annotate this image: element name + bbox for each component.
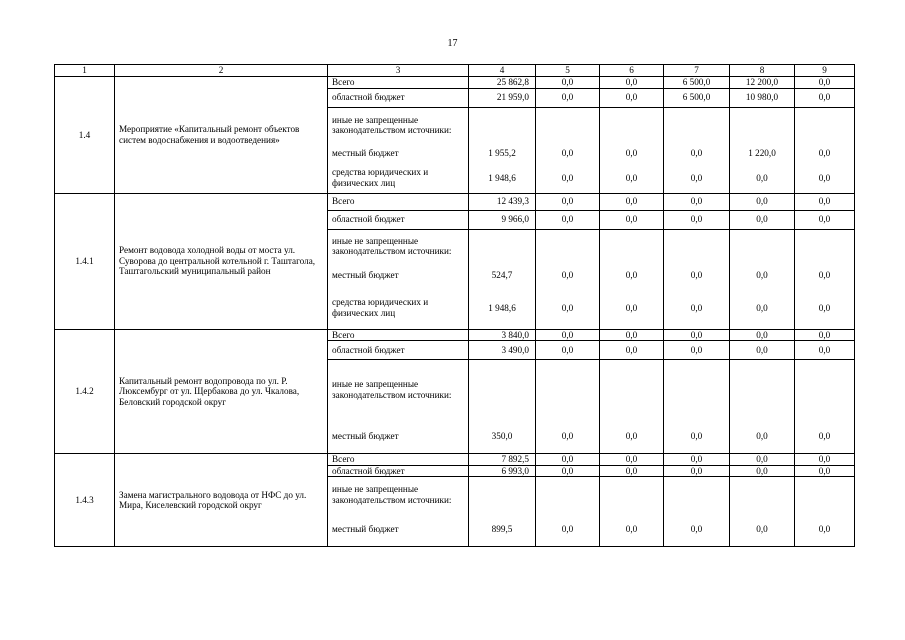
- column-header: 2: [115, 65, 328, 77]
- empty-cell: [536, 107, 600, 143]
- empty-cell: [795, 107, 855, 143]
- column-header: 5: [536, 65, 600, 77]
- cell-value: 0,0: [600, 143, 664, 163]
- cell-value: 0,0: [600, 465, 664, 477]
- source-label: средства юридических и физических лиц: [328, 287, 469, 329]
- cell-value: 0,0: [730, 210, 795, 229]
- cell-value: 0,0: [795, 454, 855, 466]
- empty-cell: [469, 107, 536, 143]
- source-label: областной бюджет: [328, 88, 469, 107]
- cell-value: 0,0: [536, 420, 600, 454]
- source-label: Всего: [328, 77, 469, 89]
- empty-cell: [469, 229, 536, 263]
- cell-value: 1 948,6: [469, 163, 536, 193]
- cell-value: 0,0: [795, 193, 855, 210]
- source-label: иные не запрещенные законодательством источники:: [328, 229, 469, 263]
- cell-value: 0,0: [536, 193, 600, 210]
- cell-value: 0,0: [730, 465, 795, 477]
- empty-cell: [795, 477, 855, 513]
- cell-value: 0,0: [795, 263, 855, 287]
- cell-value: 0,0: [730, 420, 795, 454]
- cell-value: 0,0: [536, 210, 600, 229]
- source-label: местный бюджет: [328, 513, 469, 547]
- cell-value: 0,0: [664, 210, 730, 229]
- cell-value: 21 959,0: [469, 88, 536, 107]
- cell-value: 12 200,0: [730, 77, 795, 89]
- source-label: средства юридических и физических лиц: [328, 163, 469, 193]
- cell-value: 0,0: [664, 329, 730, 341]
- cell-value: 0,0: [600, 329, 664, 341]
- cell-value: 0,0: [664, 341, 730, 360]
- cell-value: 0,0: [600, 210, 664, 229]
- empty-cell: [600, 229, 664, 263]
- cell-value: 1 955,2: [469, 143, 536, 163]
- row-code: 1.4: [55, 77, 115, 194]
- empty-cell: [664, 360, 730, 420]
- empty-cell: [730, 107, 795, 143]
- cell-value: 0,0: [795, 341, 855, 360]
- cell-value: 6 500,0: [664, 77, 730, 89]
- cell-value: 0,0: [536, 513, 600, 547]
- cell-value: 0,0: [795, 465, 855, 477]
- empty-cell: [664, 229, 730, 263]
- cell-value: 350,0: [469, 420, 536, 454]
- cell-value: 0,0: [730, 163, 795, 193]
- source-label: областной бюджет: [328, 210, 469, 229]
- cell-value: 524,7: [469, 263, 536, 287]
- source-label: Всего: [328, 193, 469, 210]
- cell-value: 1 220,0: [730, 143, 795, 163]
- cell-value: 25 862,8: [469, 77, 536, 89]
- empty-cell: [795, 229, 855, 263]
- cell-value: 6 500,0: [664, 88, 730, 107]
- cell-value: 1 948,6: [469, 287, 536, 329]
- empty-cell: [536, 477, 600, 513]
- source-label: Всего: [328, 454, 469, 466]
- cell-value: 0,0: [664, 454, 730, 466]
- cell-value: 0,0: [795, 77, 855, 89]
- cell-value: 7 892,5: [469, 454, 536, 466]
- column-header: 6: [600, 65, 664, 77]
- table-row: [55, 329, 855, 341]
- cell-value: 0,0: [600, 263, 664, 287]
- empty-cell: [600, 360, 664, 420]
- empty-cell: [536, 229, 600, 263]
- empty-cell: [795, 360, 855, 420]
- row-code: 1.4.3: [55, 454, 115, 547]
- cell-value: 899,5: [469, 513, 536, 547]
- cell-value: 0,0: [795, 210, 855, 229]
- table-row: [55, 454, 855, 466]
- cell-value: 12 439,3: [469, 193, 536, 210]
- column-header: 1: [55, 65, 115, 77]
- empty-cell: [469, 477, 536, 513]
- row-description: Замена магистрального водовода от НФС до ул. Мира, Киселевский городской округ: [115, 454, 328, 547]
- cell-value: 0,0: [795, 513, 855, 547]
- column-header: 3: [328, 65, 469, 77]
- empty-cell: [730, 229, 795, 263]
- cell-value: 0,0: [664, 287, 730, 329]
- cell-value: 0,0: [600, 287, 664, 329]
- cell-value: 0,0: [536, 163, 600, 193]
- page-number: 17: [447, 38, 458, 49]
- source-label: Всего: [328, 329, 469, 341]
- row-description: Капитальный ремонт водопровода по ул. Р. Люксембург от ул. Щербакова до ул. Чкалова, Беловский городской округ: [115, 329, 328, 454]
- row-description: Ремонт водовода холодной воды от моста ул. Суворова до центральной котельной г. Таштагола, Таштагольский муниципальный район: [115, 193, 328, 329]
- empty-cell: [730, 477, 795, 513]
- cell-value: 0,0: [536, 465, 600, 477]
- cell-value: 0,0: [536, 77, 600, 89]
- source-label: иные не запрещенные законодательством источники:: [328, 477, 469, 513]
- cell-value: 0,0: [536, 341, 600, 360]
- empty-cell: [664, 477, 730, 513]
- cell-value: 0,0: [730, 263, 795, 287]
- cell-value: 0,0: [600, 77, 664, 89]
- table-row: [55, 77, 855, 89]
- table-row: [55, 193, 855, 210]
- cell-value: 10 980,0: [730, 88, 795, 107]
- cell-value: 0,0: [600, 341, 664, 360]
- cell-value: 0,0: [600, 193, 664, 210]
- column-header: 4: [469, 65, 536, 77]
- cell-value: 0,0: [664, 163, 730, 193]
- cell-value: 3 840,0: [469, 329, 536, 341]
- row-description: Мероприятие «Капитальный ремонт объектов систем водоснабжения и водоотведения»: [115, 77, 328, 194]
- cell-value: 0,0: [730, 287, 795, 329]
- cell-value: 0,0: [795, 88, 855, 107]
- cell-value: 6 993,0: [469, 465, 536, 477]
- cell-value: 0,0: [536, 263, 600, 287]
- column-header: 9: [795, 65, 855, 77]
- empty-cell: [730, 360, 795, 420]
- cell-value: 0,0: [664, 420, 730, 454]
- cell-value: 0,0: [600, 454, 664, 466]
- cell-value: 0,0: [600, 163, 664, 193]
- cell-value: 0,0: [664, 263, 730, 287]
- cell-value: 0,0: [536, 329, 600, 341]
- column-header: 8: [730, 65, 795, 77]
- source-label: иные не запрещенные законодательством источники:: [328, 360, 469, 420]
- column-header: 7: [664, 65, 730, 77]
- header-row: [55, 65, 855, 77]
- cell-value: 3 490,0: [469, 341, 536, 360]
- cell-value: 0,0: [536, 88, 600, 107]
- cell-value: 0,0: [536, 287, 600, 329]
- cell-value: 0,0: [795, 143, 855, 163]
- cell-value: 0,0: [664, 193, 730, 210]
- budget-table: [54, 64, 855, 547]
- source-label: иные не запрещенные законодательством источники:: [328, 107, 469, 143]
- cell-value: 0,0: [664, 143, 730, 163]
- cell-value: 0,0: [730, 329, 795, 341]
- cell-value: 0,0: [600, 88, 664, 107]
- source-label: местный бюджет: [328, 263, 469, 287]
- cell-value: 0,0: [730, 341, 795, 360]
- cell-value: 0,0: [536, 143, 600, 163]
- cell-value: 0,0: [664, 513, 730, 547]
- cell-value: 0,0: [600, 420, 664, 454]
- cell-value: 0,0: [795, 329, 855, 341]
- source-label: областной бюджет: [328, 341, 469, 360]
- empty-cell: [600, 477, 664, 513]
- cell-value: 0,0: [730, 193, 795, 210]
- cell-value: 0,0: [536, 454, 600, 466]
- source-label: областной бюджет: [328, 465, 469, 477]
- empty-cell: [664, 107, 730, 143]
- empty-cell: [469, 360, 536, 420]
- empty-cell: [600, 107, 664, 143]
- cell-value: 0,0: [730, 454, 795, 466]
- cell-value: 0,0: [664, 465, 730, 477]
- source-label: местный бюджет: [328, 143, 469, 163]
- cell-value: 0,0: [795, 287, 855, 329]
- source-label: местный бюджет: [328, 420, 469, 454]
- empty-cell: [536, 360, 600, 420]
- cell-value: 0,0: [730, 513, 795, 547]
- row-code: 1.4.1: [55, 193, 115, 329]
- cell-value: 9 966,0: [469, 210, 536, 229]
- cell-value: 0,0: [795, 420, 855, 454]
- cell-value: 0,0: [600, 513, 664, 547]
- row-code: 1.4.2: [55, 329, 115, 454]
- cell-value: 0,0: [795, 163, 855, 193]
